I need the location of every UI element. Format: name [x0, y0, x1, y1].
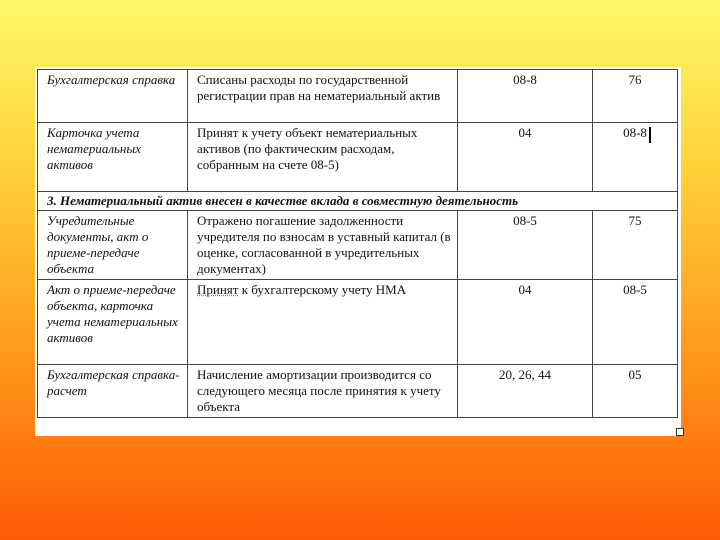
section-title[interactable]: 3. Нематериальный актив внесен в качестве вклада в совместную деятельность	[38, 192, 678, 211]
operation-cell[interactable]: Принят к учету объект нематериальных активов (по фактическим расходам, собранным на счете 08-5)	[188, 123, 458, 192]
section-row	[38, 192, 678, 211]
credit-cell[interactable]: 75	[593, 211, 678, 280]
operation-cell[interactable]: Начисление амортизации производится со следующего месяца после принятия к учету объекта	[188, 365, 458, 418]
credit-cell[interactable]: 76	[593, 70, 678, 123]
spellcheck-word: Принят	[197, 282, 239, 297]
debit-cell[interactable]: 20, 26, 44	[458, 365, 593, 418]
document-cell[interactable]: Учредительные документы, акт о приеме-передаче объекта	[38, 211, 188, 280]
operation-cell[interactable]: Списаны расходы по государственной регистрации прав на нематериальный актив	[188, 70, 458, 123]
debit-cell[interactable]: 04	[458, 123, 593, 192]
operation-cell[interactable]	[188, 280, 458, 365]
document-cell[interactable]: Акт о приеме-передаче объекта, карточка учета нематериальных активов	[38, 280, 188, 365]
credit-cell[interactable]: 08-5	[593, 280, 678, 365]
text-cursor	[649, 127, 651, 143]
debit-cell[interactable]: 04	[458, 280, 593, 365]
document-page	[35, 67, 681, 436]
table-row	[38, 123, 678, 192]
table-row	[38, 70, 678, 123]
operation-cell[interactable]: Отражено погашение задолженности учредителя по взносам в уставный капитал (в оценке, согласованной в учредительных документах)	[188, 211, 458, 280]
table-row	[38, 365, 678, 418]
accounting-table	[37, 69, 678, 418]
operation-text: к бухгалтерскому учету НМА	[238, 282, 407, 297]
document-cell[interactable]: Бухгалтерская справка	[38, 70, 188, 123]
table-resize-handle[interactable]	[676, 428, 684, 436]
document-cell[interactable]: Карточка учета нематериальных активов	[38, 123, 188, 192]
table-row	[38, 280, 678, 365]
table-row	[38, 211, 678, 280]
credit-cell[interactable]: 08-8	[593, 123, 678, 192]
debit-cell[interactable]: 08-8	[458, 70, 593, 123]
credit-cell[interactable]: 05	[593, 365, 678, 418]
debit-cell[interactable]: 08-5	[458, 211, 593, 280]
document-cell[interactable]: Бухгалтерская справка-расчет	[38, 365, 188, 418]
